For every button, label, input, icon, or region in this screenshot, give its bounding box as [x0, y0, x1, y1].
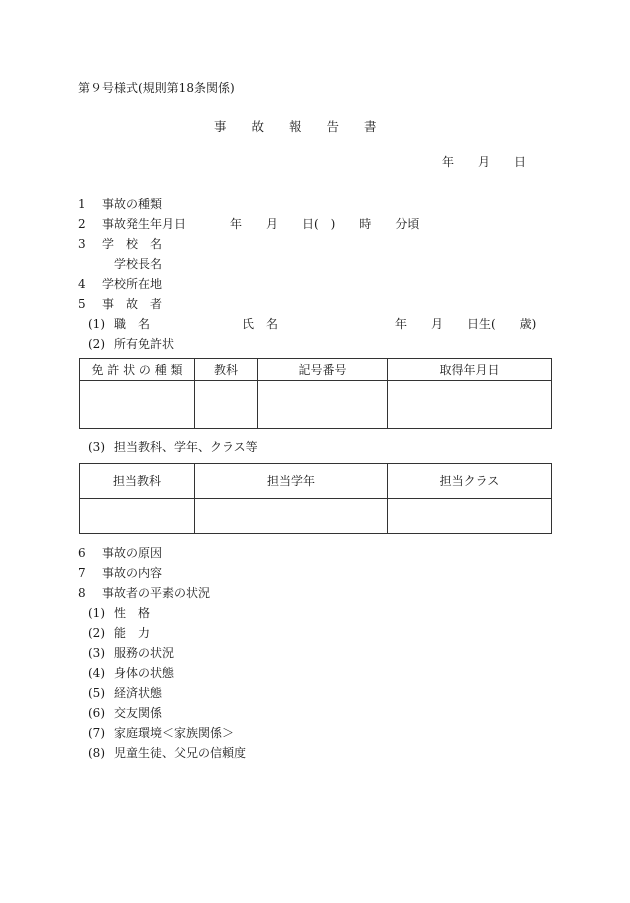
assigned-grade-header: 担当学年: [195, 464, 388, 499]
acquired-date-header: 取得年月日: [388, 359, 552, 381]
item-5-label: 事 故 者: [102, 297, 163, 311]
assigned-grade-cell[interactable]: [195, 499, 388, 534]
birthdate-field: 年 月 日生( 歳): [395, 317, 537, 331]
item-7-label: 事故の内容: [102, 566, 163, 580]
document-title: 事 故 報 告 書: [214, 119, 377, 134]
report-date: 年 月 日: [442, 155, 527, 169]
license-table-header-row: [80, 359, 552, 381]
assigned-subject-header: 担当教科: [80, 464, 195, 499]
license-table: [79, 358, 552, 429]
economic-status-label: 経済状態: [114, 686, 163, 700]
job-title-label: 職 名: [114, 317, 151, 331]
item-7-number: 7: [78, 566, 86, 580]
service-status-label: 服務の状況: [114, 646, 175, 660]
person-name-label: 氏 名: [242, 317, 279, 331]
sub-8-2-number: (2): [88, 626, 105, 640]
item-1-label: 事故の種類: [102, 197, 163, 211]
subject-cell[interactable]: [195, 381, 258, 429]
sub-8-1-number: (1): [88, 606, 105, 620]
assigned-subject-cell[interactable]: [80, 499, 195, 534]
item-6-label: 事故の原因: [102, 546, 163, 560]
sub-8-3-number: (3): [88, 646, 105, 660]
principal-name-label: 学校長名: [114, 257, 163, 271]
trust-level-label: 児童生徒、父兄の信頼度: [114, 746, 247, 760]
item-4-label: 学校所在地: [102, 277, 163, 291]
sub-2-number: (2): [88, 337, 105, 351]
assignment-table-header-row: [80, 464, 552, 499]
assigned-class-cell[interactable]: [388, 499, 552, 534]
item-3-number: 3: [78, 237, 86, 251]
sub-3-number: (3): [88, 440, 105, 454]
personality-label: 性 格: [114, 606, 151, 620]
physical-condition-label: 身体の状態: [114, 666, 175, 680]
license-type-header: 免 許 状 の 種 類: [80, 359, 195, 381]
sub-8-8-number: (8): [88, 746, 105, 760]
item-8-number: 8: [78, 586, 86, 600]
license-type-cell[interactable]: [80, 381, 195, 429]
family-environment-label: 家庭環境＜家族関係＞: [114, 726, 235, 740]
serial-number-header: 記号番号: [258, 359, 388, 381]
friendships-label: 交友関係: [114, 706, 163, 720]
item-6-number: 6: [78, 546, 86, 560]
acquired-date-cell[interactable]: [388, 381, 552, 429]
item-3-label: 学 校 名: [102, 237, 163, 251]
license-label: 所有免許状: [114, 337, 175, 351]
subject-header: 教科: [195, 359, 258, 381]
sub-8-7-number: (7): [88, 726, 105, 740]
sub-1-number: (1): [88, 317, 105, 331]
sub-8-4-number: (4): [88, 666, 105, 680]
assigned-class-header: 担当クラス: [388, 464, 552, 499]
item-2-number: 2: [78, 217, 86, 231]
license-table-row: [80, 381, 552, 429]
item-5-number: 5: [78, 297, 86, 311]
assignment-label: 担当教科、学年、クラス等: [114, 440, 258, 454]
accident-datetime-field: 年 月 日( ) 時 分頃: [230, 217, 420, 231]
assignment-table: [79, 463, 552, 534]
item-8-label: 事故者の平素の状況: [102, 586, 211, 600]
form-id: 第９号様式(規則第18条関係): [78, 81, 235, 95]
item-2-label: 事故発生年月日: [102, 217, 187, 231]
assignment-table-row: [80, 499, 552, 534]
serial-number-cell[interactable]: [258, 381, 388, 429]
item-4-number: 4: [78, 277, 86, 291]
ability-label: 能 力: [114, 626, 151, 640]
item-1-number: 1: [78, 197, 86, 211]
sub-8-6-number: (6): [88, 706, 105, 720]
sub-8-5-number: (5): [88, 686, 105, 700]
